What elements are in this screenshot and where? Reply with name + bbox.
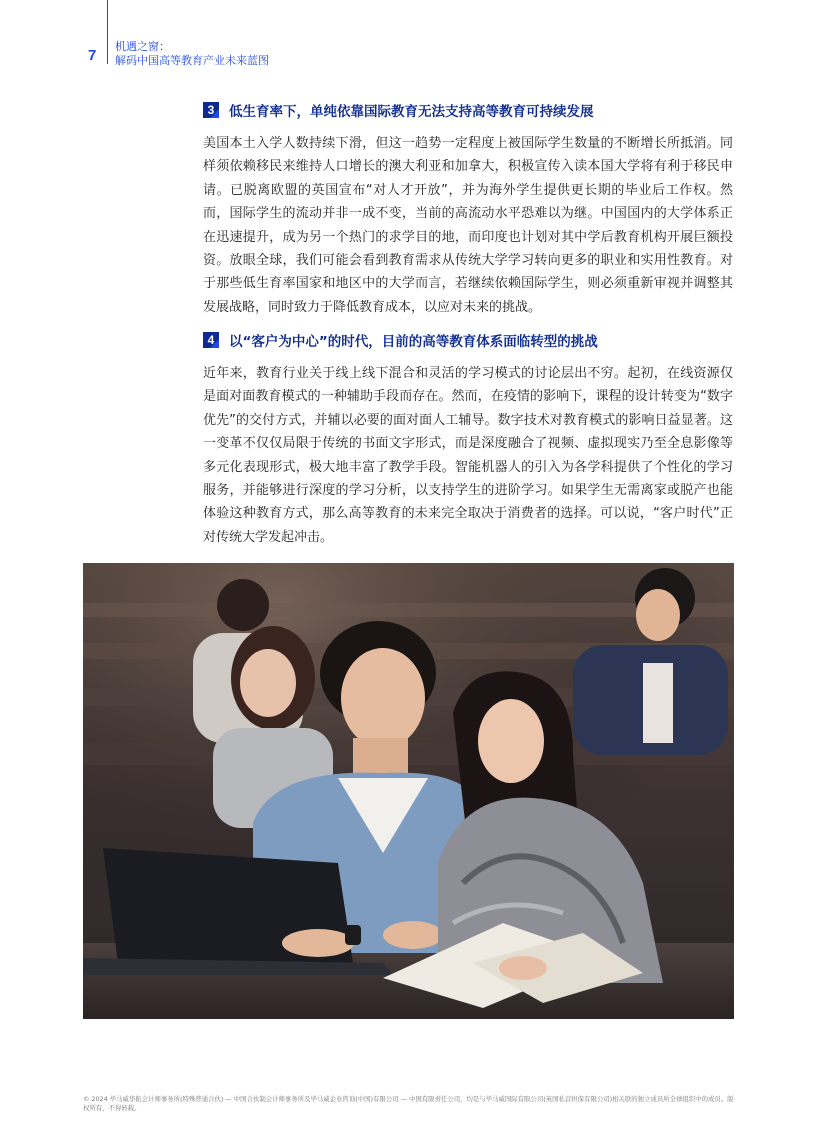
report-title-line1: 机遇之窗： [115, 40, 170, 53]
section-4 [203, 330, 733, 549]
section-number-badge [203, 102, 219, 118]
header-divider [107, 0, 108, 64]
section-title: 低生育率下，单纯依靠国际教育无法支持高等教育可持续发展 [229, 104, 594, 120]
section-heading [203, 100, 733, 120]
section-title: 以“客户为中心”的时代，目前的高等教育体系面临转型的挑战 [229, 334, 598, 350]
report-title-line2: 解码中国高等教育产业未来蓝图 [115, 54, 269, 67]
report-title [115, 40, 269, 68]
section-number: 4 [207, 333, 215, 347]
section-body: 美国本土入学人数持续下滑，但这一趋势一定程度上被国际学生数量的不断增长所抵消。同样须依赖移民来维持人口增长的澳大利亚和加拿大，积极宣传入读本国大学将有利于移民申请。已脱离欧盟的英国宣布“对人才开放”，并为海外学生提供更长期的毕业后工作权。然而，国际学生的流动并非一成不变，当前的高流动水平恐难以为继。中国国内的大学体系正在迅速提升，成为另一个热门的求学目的地，而印度也计划对其中学后教育机构开展巨额投资。放眼全球，我们可能会看到教育需求从传统大学学习转向更多的职业和实用性教育。对于那些低生育率国家和地区中的大学而言，若继续依赖国际学生，则必须重新审视并调整其发展战略，同时致力于降低教育成本，以应对未来的挑战。 [203, 136, 733, 315]
students-lecture-hall-photo [83, 563, 734, 1019]
section-body: 近年来，教育行业关于线上线下混合和灵活的学习模式的讨论层出不穷。起初，在线资源仅是面对面教育模式的一种辅助手段而存在。然而，在疫情的影响下，课程的设计转变为“数字优先”的交付方式，并辅以必要的面对面人工辅导。数字技术对教育模式的影响日益显著。这一变革不仅仅局限于传统的书面文字形式，而是深度融合了视频、虚拟现实乃至全息影像等多元化表现形式，极大地丰富了教学手段。智能机器人的引入为各学科提供了个性化的学习服务，并能够进行深度的学习分析，以支持学生的进阶学习。如果学生无需离家或脱产也能体验这种教育方式，那么高等教育的未来完全取决于消费者的选择。可以说，“客户时代”正对传统大学发起冲击。 [203, 366, 733, 545]
section-number-badge [203, 332, 219, 348]
section-number: 3 [207, 103, 215, 117]
copyright-footer: © 2024 毕马威华振会计师事务所(特殊普通合伙) — 中国合伙制会计师事务所及毕马威企业咨询(中国)有限公司 — 中国有限责任公司，均是与毕马威国际有限公司(英国私营担保有限公司)相关联的独立成员所全球组织中的成员。版权所有，不得转载。 [83, 1095, 734, 1112]
page-header [0, 0, 816, 80]
section-3 [203, 100, 733, 319]
section-heading [203, 330, 733, 350]
page-number: 7 [88, 47, 97, 64]
